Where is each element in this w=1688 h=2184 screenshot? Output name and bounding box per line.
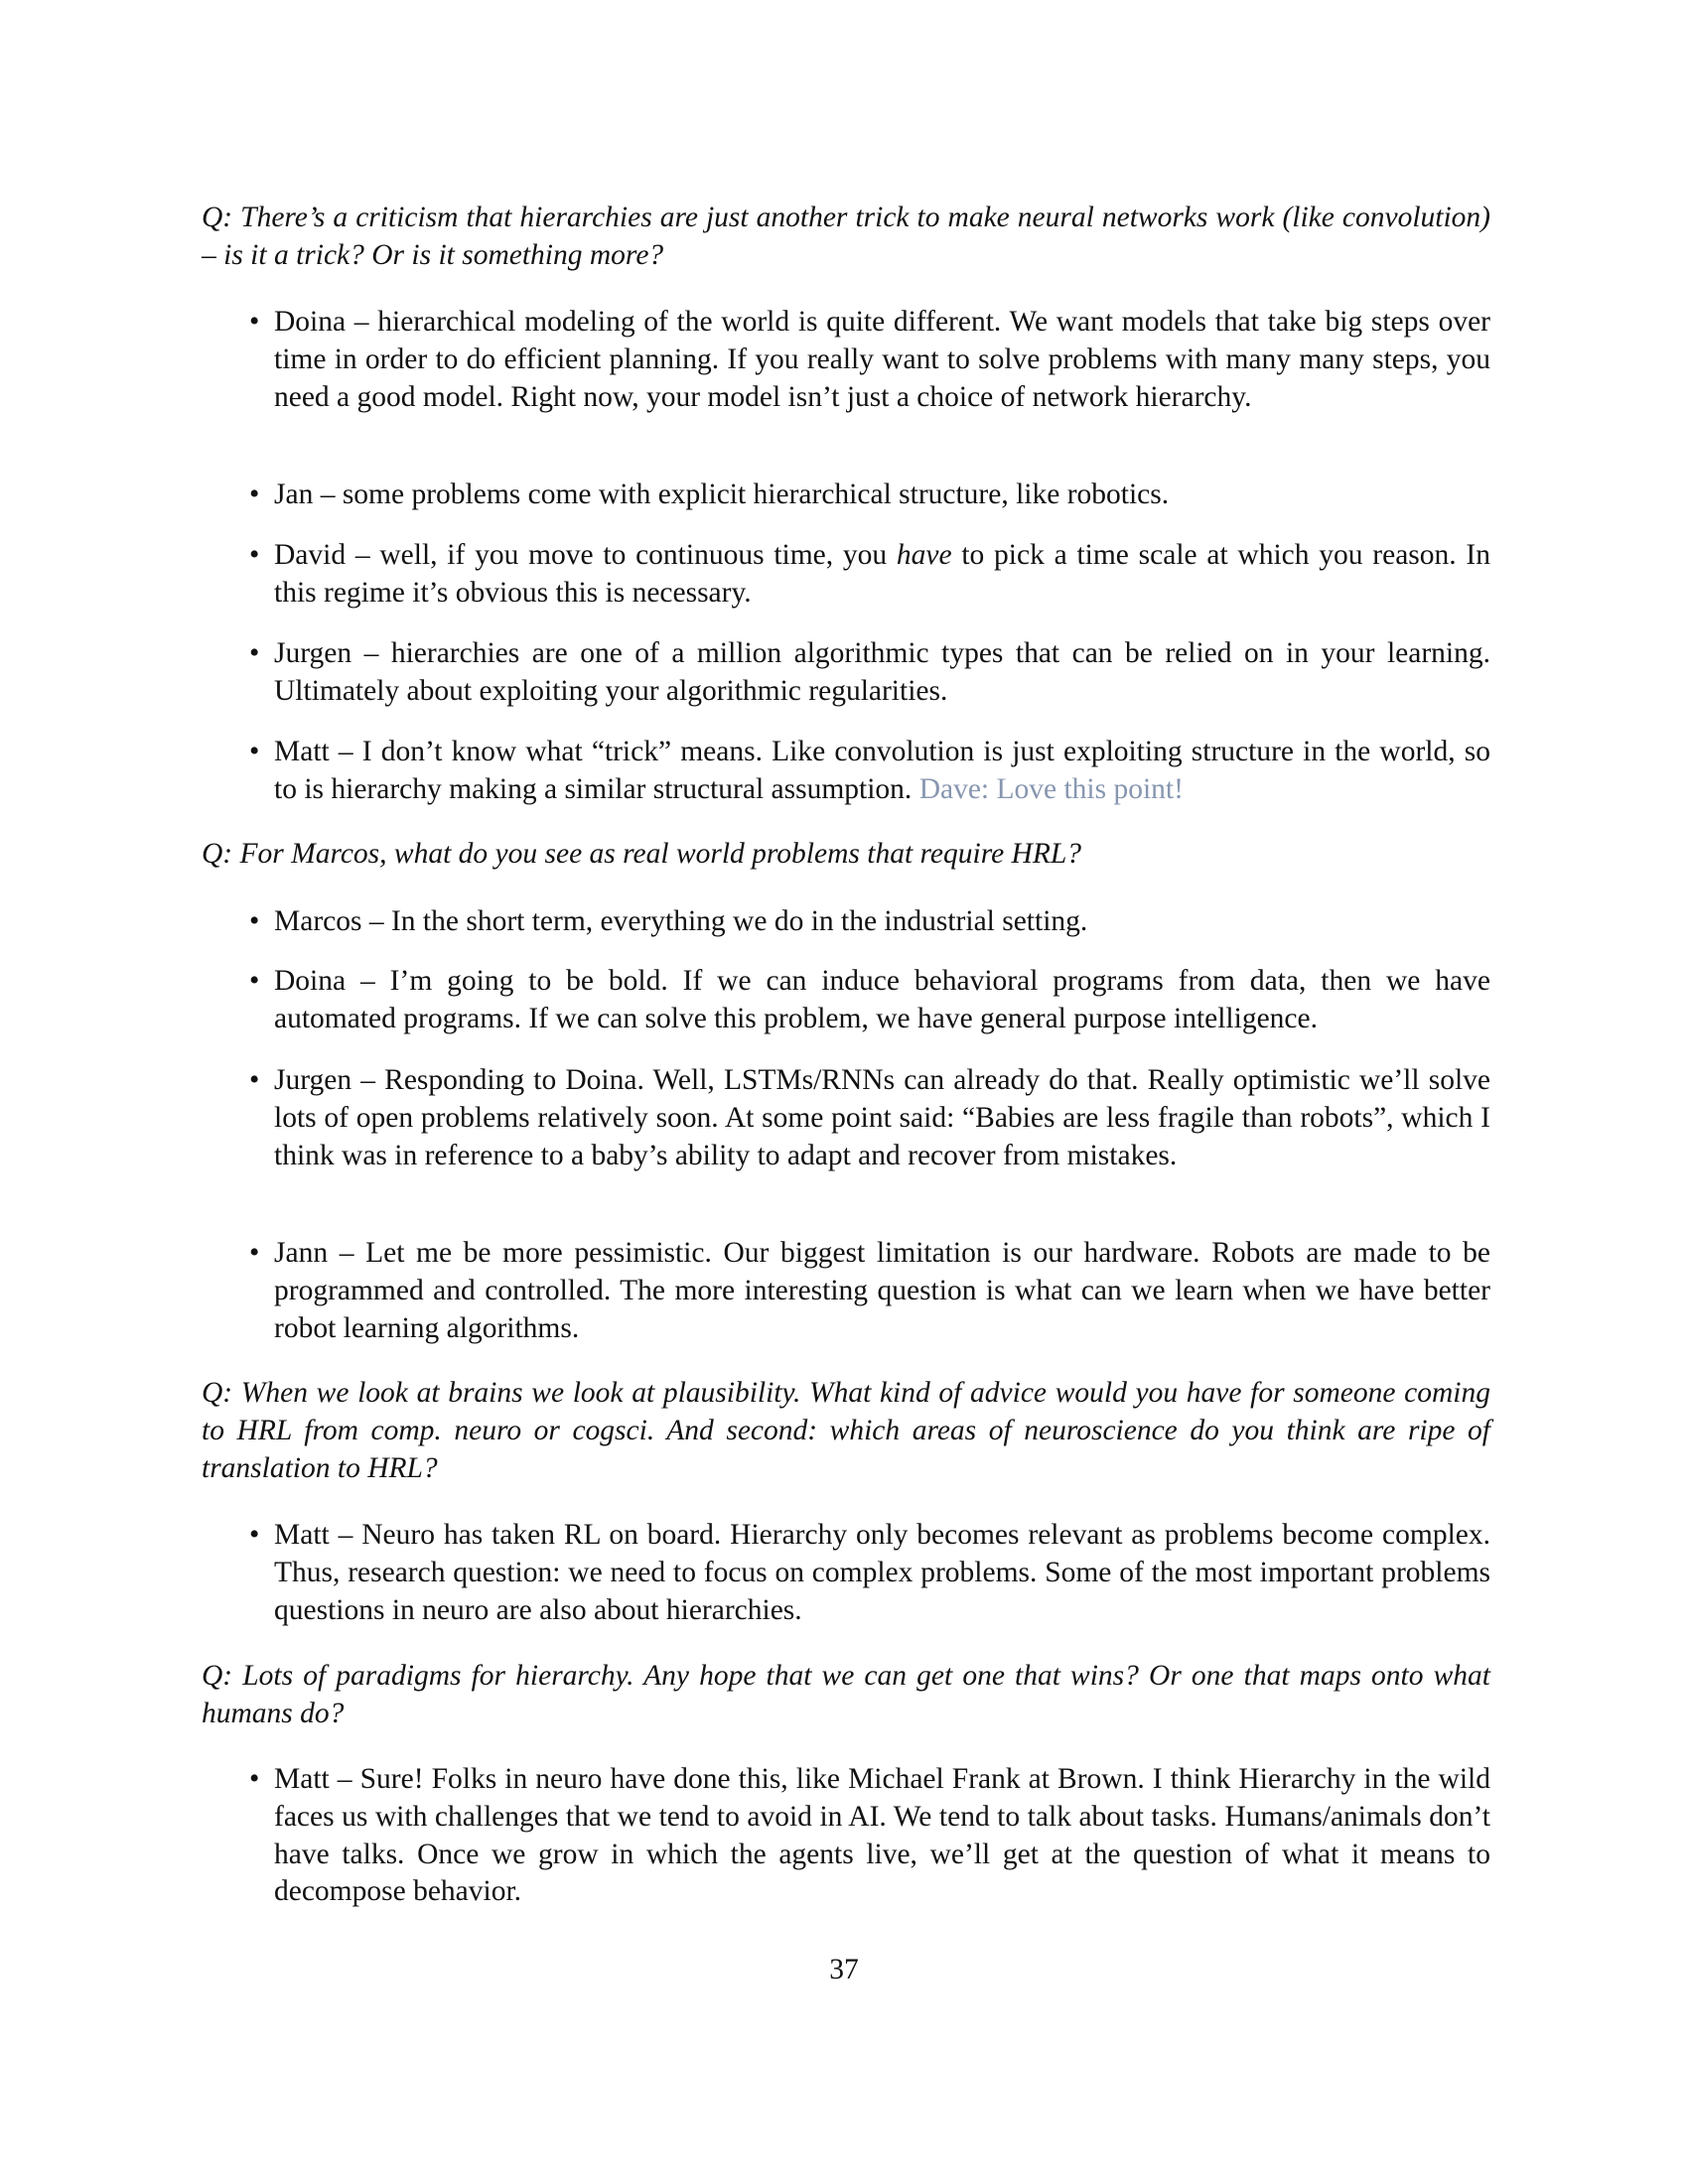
question-4: Q: Lots of paradigms for hierarchy. Any hope that we can get one that wins? Or one that maps onto what humans do?	[202, 1660, 1490, 1729]
list-item	[249, 1062, 1490, 1174]
answer-text: to pick a time scale at which you reason. In this regime it’s obvious this is necessary.	[274, 539, 1490, 609]
answer-text: Matt – Neuro has taken RL on board. Hierarchy only becomes relevant as problems become complex. Thus, research question: we need to focus on complex problems. Some of the most important problems questions in neuro are also about hierarchies.	[274, 1519, 1490, 1626]
answer-text: Doina – hierarchical modeling of the world is quite different. We want models that take big steps over time in order to do efficient planning. If you really want to solve problems with many many steps, you need a good model. Right now, your model isn’t just a choice of network hierarchy.	[274, 306, 1490, 413]
list-item	[249, 1761, 1490, 1911]
list-item	[249, 537, 1490, 613]
bullet-icon: •	[249, 1763, 260, 1795]
answer-text: Marcos – In the short term, everything we do in the industrial setting.	[274, 905, 1088, 937]
bullet-icon: •	[249, 736, 260, 767]
question-3: Q: When we look at brains we look at plausibility. What kind of advice would you have for someone coming to HRL from comp. neuro or cogsci. And second: which areas of neuroscience do you think are ripe of translation to HRL?	[202, 1377, 1490, 1484]
answer-text: Doina – I’m going to be bold. If we can induce behavioral programs from data, then we have automated programs. If we can solve this problem, we have general purpose intelligence.	[274, 965, 1490, 1034]
answer-text: Jan – some problems come with explicit hierarchical structure, like robotics.	[274, 478, 1170, 510]
answer-text: David – well, if you move to continuous time, you	[274, 539, 897, 571]
answer-text: Matt – Sure! Folks in neuro have done this, like Michael Frank at Brown. I think Hierarchy in the wild faces us with challenges that we tend to avoid in AI. We tend to talk about tasks. Humans/animals don’t have talks. Once we grow in which the agents live, we’ll get at the question of what it means to decompose behavior.	[274, 1763, 1490, 1908]
list-item	[249, 963, 1490, 1038]
list-item	[249, 304, 1490, 416]
answer-text: Jurgen – hierarchies are one of a million algorithmic types that can be relied on in your learning. Ultimately about exploiting your algorithmic regularities.	[274, 637, 1490, 707]
bullet-icon: •	[249, 478, 260, 510]
page-number: 37	[829, 1954, 859, 1985]
list-item	[249, 1235, 1490, 1347]
list-item	[249, 903, 1490, 941]
question-1: Q: There’s a criticism that hierarchies are just another trick to make neural networks work (like convolution) – is it a trick? Or is it something more?	[202, 202, 1490, 271]
list-item	[249, 635, 1490, 711]
annotation-note: Dave: Love this point!	[918, 772, 1184, 805]
emphasis-text: have	[896, 539, 952, 571]
bullet-icon: •	[249, 965, 260, 997]
list-item	[249, 734, 1490, 809]
answer-text: Jann – Let me be more pessimistic. Our biggest limitation is our hardware. Robots are made to be programmed and controlled. The more interesting question is what can we learn when we have better robot learning algorithms.	[274, 1237, 1490, 1344]
bullet-icon: •	[249, 306, 260, 338]
bullet-icon: •	[249, 905, 260, 937]
answer-text: Matt – I don’t know what “trick” means. Like convolution is just exploiting structure in the world, so to is hierarchy making a similar structural assumption.	[274, 736, 1490, 805]
bullet-icon: •	[249, 637, 260, 669]
question-2: Q: For Marcos, what do you see as real world problems that require HRL?	[202, 838, 1082, 870]
answer-text: Jurgen – Responding to Doina. Well, LSTMs/RNNs can already do that. Really optimistic we’ll solve lots of open problems relatively soon. At some point said: “Babies are less fragile than robots”, which I think was in reference to a baby’s ability to adapt and recover from mistakes.	[274, 1064, 1490, 1171]
list-item	[249, 477, 1490, 514]
bullet-icon: •	[249, 539, 260, 571]
bullet-icon: •	[249, 1064, 260, 1096]
bullet-icon: •	[249, 1519, 260, 1551]
list-item	[249, 1517, 1490, 1629]
bullet-icon: •	[249, 1237, 260, 1269]
